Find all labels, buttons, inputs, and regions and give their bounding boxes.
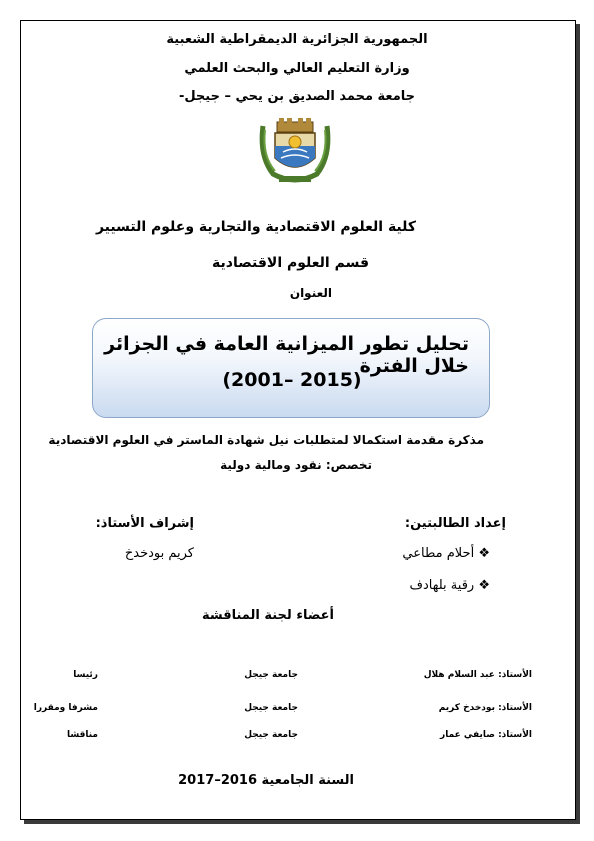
ministry-line: وزارة التعليم العالي والبحث العلمي [184, 61, 410, 76]
student-name: رقية بلهادف [409, 578, 475, 593]
committee-member-role: مشرفا ومقررا [33, 703, 98, 713]
committee-member-university: جامعة جيجل [244, 670, 298, 680]
university-emblem-icon [255, 116, 335, 186]
department-name: قسم العلوم الاقتصادية [212, 255, 369, 271]
student-item [410, 578, 490, 593]
committee-member-name: الأستاذ: صايفي عمار [440, 730, 532, 740]
page-shadow-right [576, 24, 580, 824]
committee-member-university: جامعة جيجل [244, 730, 298, 740]
supervisor-label: إشراف الأستاذ: [95, 516, 194, 531]
thesis-title-box [92, 318, 490, 418]
supervisor-name: كريم بودخدخ [124, 546, 194, 561]
university-line: جامعة محمد الصديق بن يحي – جيجل- [178, 89, 416, 104]
committee-member-role: رئيسا [73, 670, 98, 680]
republic-line: الجمهورية الجزائرية الديمقراطية الشعبية [166, 32, 428, 47]
committee-member-university: جامعة جيجل [244, 703, 298, 713]
committee-heading: أعضاء لجنة المناقشة [201, 608, 334, 623]
committee-member-name: الأستاذ: بودخدخ كريم [438, 703, 532, 713]
student-item [402, 546, 490, 561]
diamond-bullet-icon: ❖ [478, 578, 490, 593]
thesis-specialty: تخصص: نقود ومالية دولية [220, 458, 372, 472]
student-name: أحلام مطاعي [402, 546, 475, 561]
academic-year: السنة الجامعية 2016–2017 [178, 773, 354, 788]
thesis-period: (2001– 2015) [222, 369, 362, 391]
page-shadow-bottom [24, 820, 580, 824]
committee-member-name: الأستاذ: عبد السلام هلال [423, 670, 532, 680]
thesis-description: مذكرة مقدمة استكمالا لمتطلبات نيل شهادة الماستر في العلوم الاقتصادية [48, 433, 484, 447]
diamond-bullet-icon: ❖ [478, 546, 490, 561]
thesis-title: تحليل تطور الميزانية العامة في الجزائر خلال الفترة [104, 333, 469, 377]
students-label: إعداد الطالبتين: [404, 516, 506, 531]
faculty-name: كلية العلوم الاقتصادية والتجارية وعلوم التسيير [95, 219, 416, 235]
committee-member-role: مناقشا [66, 730, 98, 740]
title-label: العنوان [289, 286, 332, 300]
